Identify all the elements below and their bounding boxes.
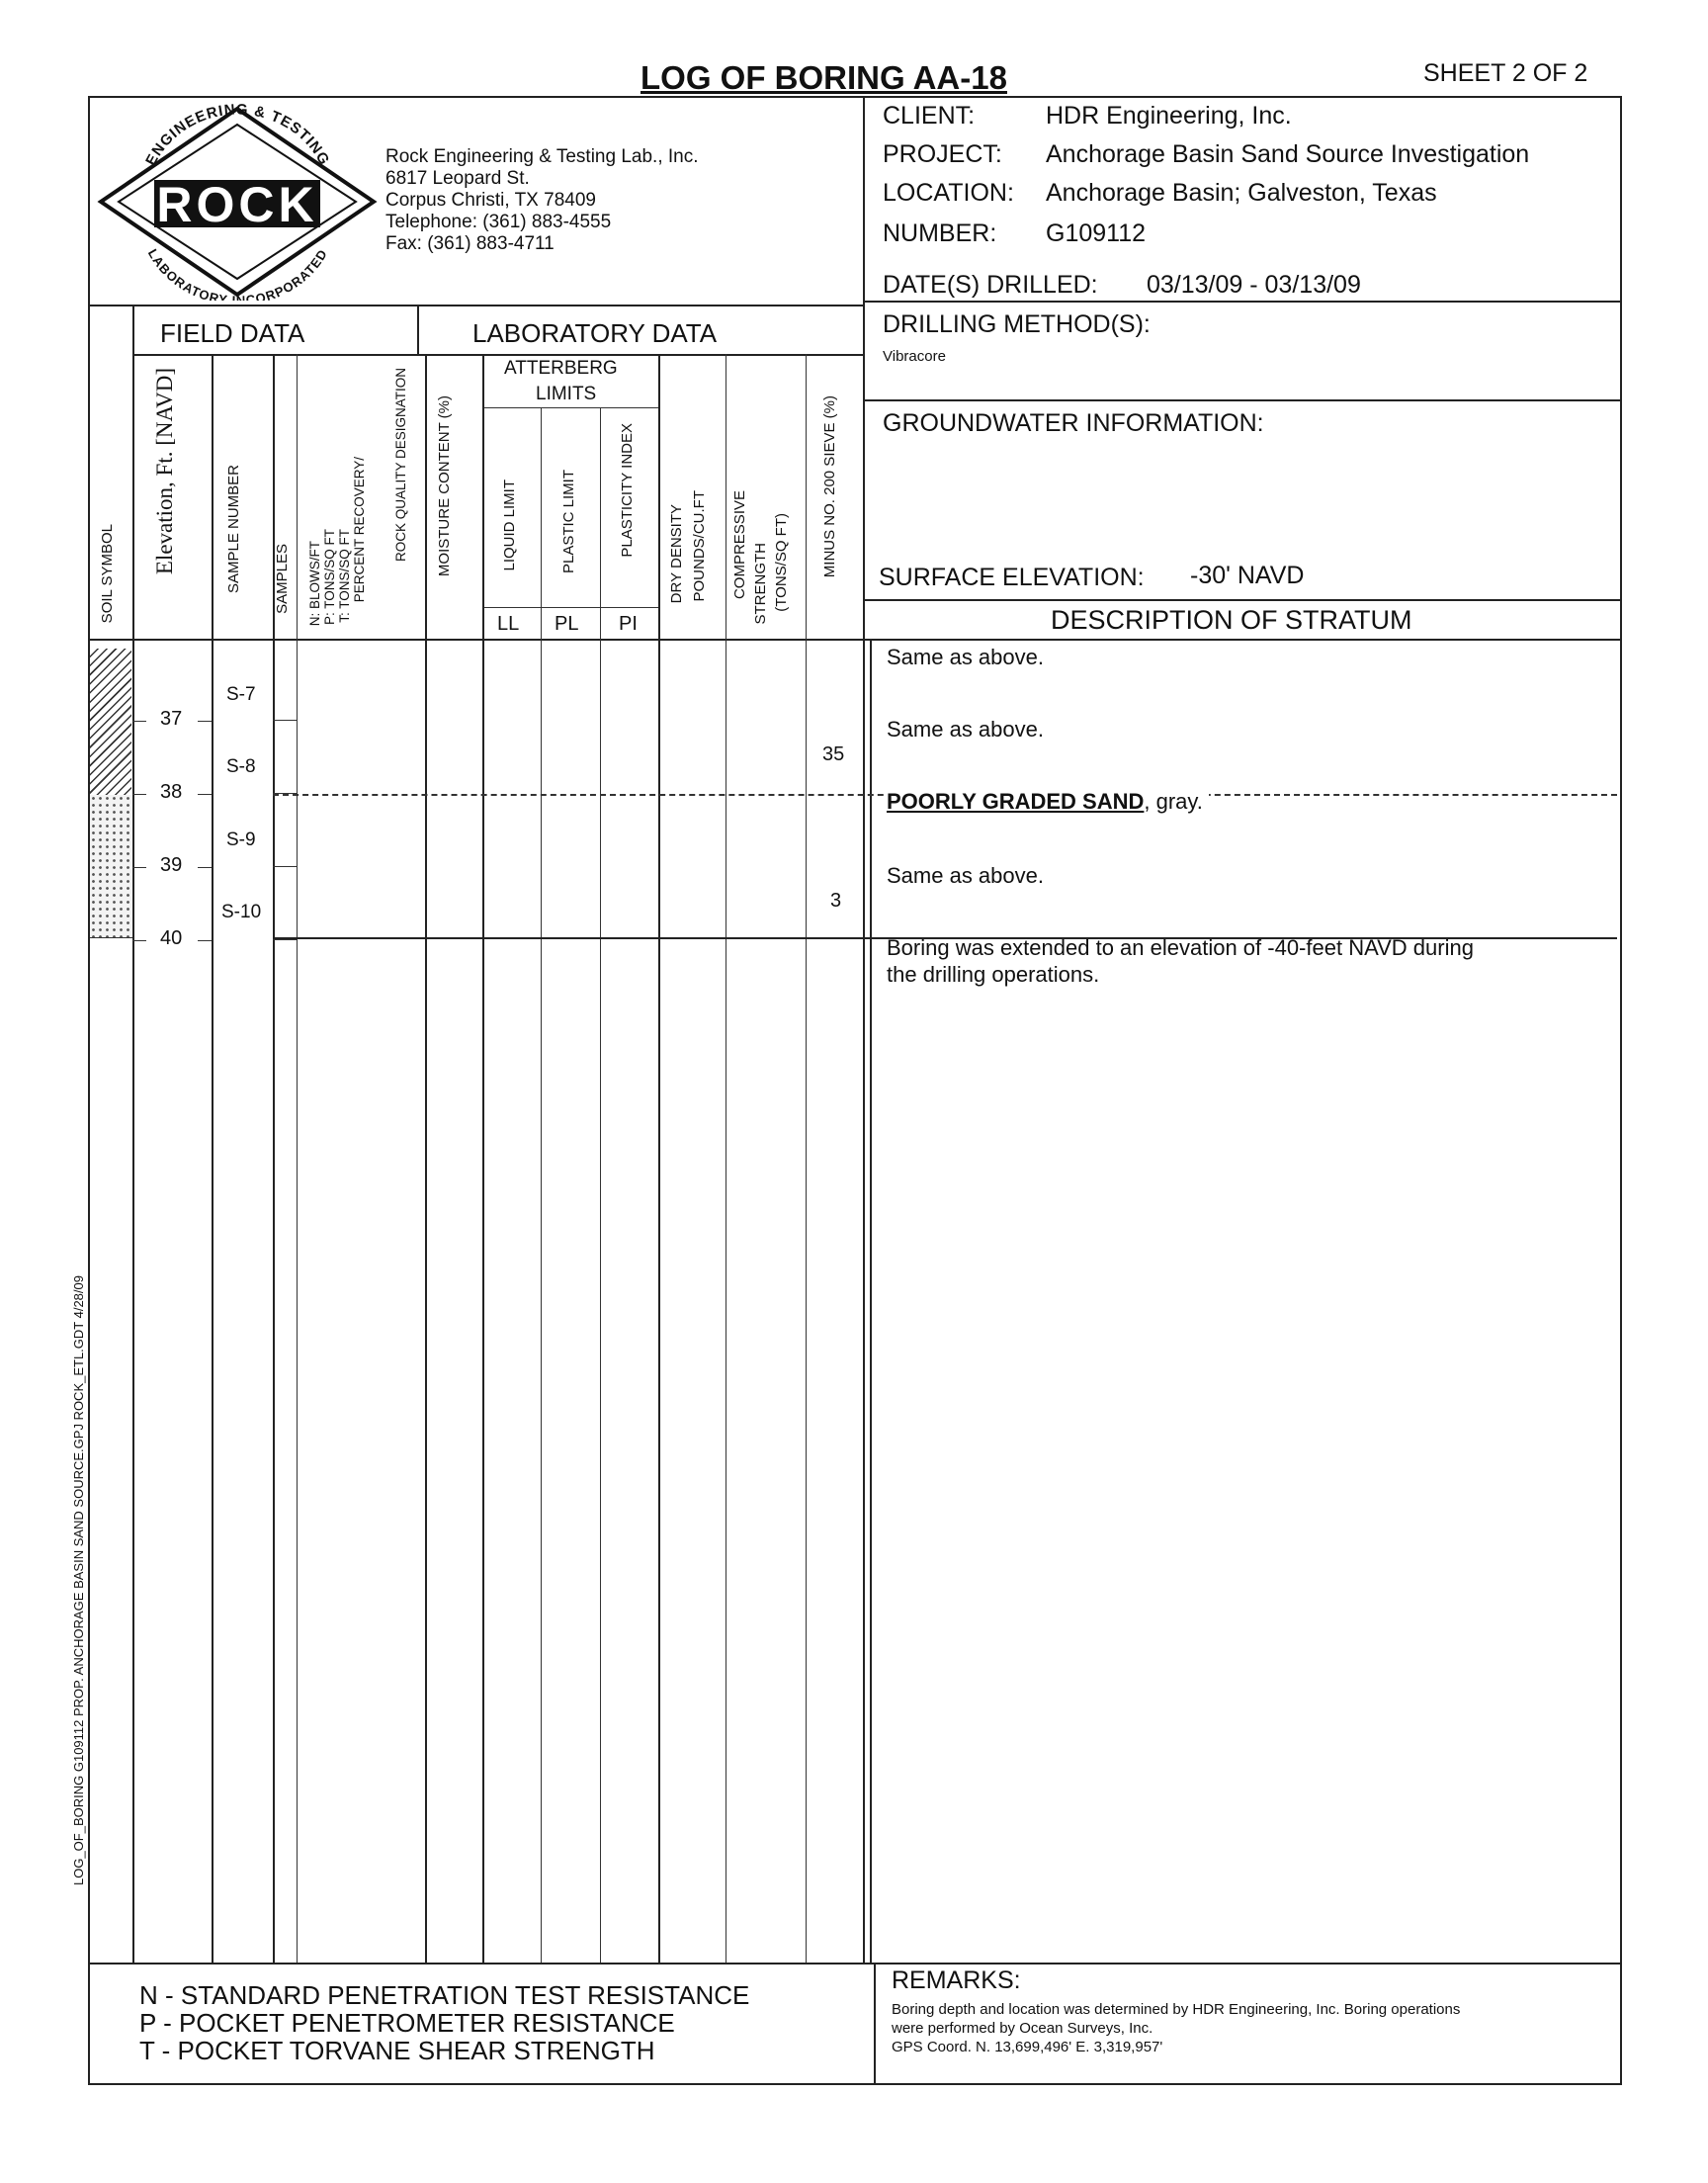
- company-city: Corpus Christi, TX 78409: [385, 190, 596, 211]
- ll-header: LL: [497, 613, 520, 635]
- legend-t: T - POCKET TORVANE SHEAR STRENGTH: [139, 2036, 655, 2065]
- soil-symbol-sand-pattern: [90, 795, 131, 937]
- plastic-limit-header: PLASTIC LIMIT: [560, 470, 577, 574]
- groundwater-label: GROUNDWATER INFORMATION:: [883, 409, 1264, 437]
- remarks-line2: were performed by Ocean Surveys, Inc.: [892, 2020, 1153, 2037]
- blows-header-5: ROCK QUALITY DESIGNATION: [393, 368, 408, 563]
- client-label: CLIENT:: [883, 102, 976, 130]
- laboratory-data-header: LABORATORY DATA: [472, 318, 718, 348]
- description-5-line1: Boring was extended to an elevation of -40-feet NAVD during: [887, 935, 1474, 960]
- company-fax: Fax: (361) 883-4711: [385, 233, 555, 254]
- company-phone: Telephone: (361) 883-4555: [385, 212, 612, 232]
- drilling-method-label: DRILLING METHOD(S):: [883, 310, 1151, 338]
- atterberg-header-line2: LIMITS: [536, 384, 597, 404]
- location-value: Anchorage Basin; Galveston, Texas: [1046, 179, 1437, 207]
- elevation-header: Elevation, Ft. [NAVD]: [152, 368, 177, 575]
- sample-s8: S-8: [226, 756, 256, 777]
- company-street: 6817 Leopard St.: [385, 168, 530, 189]
- legend-n: N - STANDARD PENETRATION TEST RESISTANCE: [139, 1980, 750, 2010]
- description-3-rest: , gray.: [1144, 789, 1203, 814]
- project-value: Anchorage Basin Sand Source Investigation: [1046, 140, 1530, 168]
- remarks-line1: Boring depth and location was determined by HDR Engineering, Inc. Boring operations: [892, 2001, 1461, 2018]
- blows-header-1: N: BLOWS/FT: [307, 541, 322, 627]
- dry-density-header-1: DRY DENSITY: [668, 504, 685, 604]
- number-value: G109112: [1046, 219, 1147, 247]
- description-header: DESCRIPTION OF STRATUM: [1051, 605, 1412, 635]
- blows-header-4: PERCENT RECOVERY/: [352, 457, 367, 603]
- sheet-number: SHEET 2 OF 2: [1423, 59, 1588, 87]
- svg-text:ROCK: ROCK: [156, 177, 318, 232]
- svg-text:ENGINEERING & TESTING: ENGINEERING & TESTING: [142, 103, 333, 169]
- elevation-39: 39: [160, 854, 183, 876]
- description-1: Same as above.: [887, 645, 1044, 669]
- elevation-38: 38: [160, 781, 183, 803]
- minus-200-value-s8: 35: [822, 743, 845, 765]
- moisture-content-header: MOISTURE CONTENT (%): [436, 395, 453, 577]
- location-label: LOCATION:: [883, 179, 1014, 207]
- compressive-header-3: (TONS/SQ FT): [773, 513, 790, 612]
- svg-text:LABORATORY INCORPORATED: LABORATORY INCORPORATED: [144, 246, 331, 301]
- pi-header: PI: [619, 613, 638, 635]
- remarks-label: REMARKS:: [892, 1966, 1021, 1994]
- legend-p: P - POCKET PENETROMETER RESISTANCE: [139, 2008, 675, 2038]
- sample-s10: S-10: [221, 902, 262, 922]
- dry-density-header-2: POUNDS/CU.FT: [691, 490, 708, 602]
- description-5-line2: the drilling operations.: [887, 962, 1100, 987]
- description-3: [887, 789, 1209, 815]
- soil-symbol-clay-pattern: [90, 649, 131, 796]
- soil-symbol-header: SOIL SYMBOL: [99, 524, 116, 624]
- surface-elevation-value: -30' NAVD: [1190, 562, 1305, 589]
- blows-header-3: T: TONS/SQ FT: [337, 529, 352, 623]
- compressive-header-1: COMPRESSIVE: [731, 490, 748, 600]
- remarks-line3: GPS Coord. N. 13,699,496' E. 3,319,957': [892, 2039, 1163, 2055]
- field-data-header: FIELD DATA: [160, 318, 305, 348]
- minus-200-value-s10: 3: [830, 890, 842, 912]
- sample-s7: S-7: [226, 684, 256, 705]
- client-value: HDR Engineering, Inc.: [1046, 102, 1292, 130]
- number-label: NUMBER:: [883, 219, 997, 247]
- dates-drilled-value: 03/13/09 - 03/13/09: [1147, 271, 1361, 299]
- pl-header: PL: [555, 613, 579, 635]
- drilling-method-value: Vibracore: [883, 348, 946, 365]
- liquid-limit-header: LIQUID LIMIT: [501, 480, 518, 571]
- elevation-40: 40: [160, 927, 183, 949]
- sample-number-header: SAMPLE NUMBER: [225, 465, 242, 594]
- samples-header: SAMPLES: [274, 544, 291, 614]
- page-title: LOG OF BORING AA-18: [640, 59, 1007, 96]
- description-2: Same as above.: [887, 717, 1044, 742]
- minus-200-sieve-header: MINUS NO. 200 SIEVE (%): [821, 395, 838, 578]
- blows-header-2: P: TONS/SQ FT: [322, 529, 337, 626]
- company-name: Rock Engineering & Testing Lab., Inc.: [385, 146, 699, 167]
- elevation-37: 37: [160, 708, 183, 730]
- surface-elevation-label: SURFACE ELEVATION:: [879, 564, 1145, 591]
- description-4: Same as above.: [887, 863, 1044, 888]
- description-3-bold: POORLY GRADED SAND: [887, 789, 1145, 814]
- atterberg-header-line1: ATTERBERG: [504, 358, 618, 379]
- company-logo: [97, 103, 379, 301]
- dates-drilled-label: DATE(S) DRILLED:: [883, 271, 1098, 299]
- project-label: PROJECT:: [883, 140, 1002, 168]
- sample-s9: S-9: [226, 830, 256, 850]
- file-note: LOG_OF_BORING G109112 PROP. ANCHORAGE BASIN SAND SOURCE.GPJ ROCK_ETL.GDT 4/28/09: [71, 1275, 86, 1885]
- boring-log-frame: [88, 96, 1622, 2085]
- plasticity-index-header: PLASTICITY INDEX: [619, 423, 636, 558]
- compressive-header-2: STRENGTH: [752, 543, 769, 625]
